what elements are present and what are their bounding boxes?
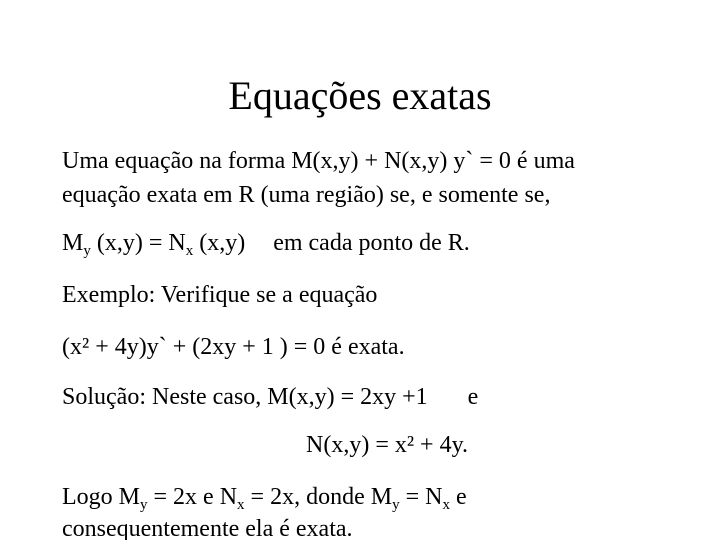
conclusion-part-5: e	[449, 484, 467, 510]
n-subscript: x	[185, 243, 194, 259]
example-heading: Exemplo: Verifique se a equação	[62, 282, 378, 308]
solution-line-2: N(x,y) = x² + 4y.	[306, 432, 469, 458]
conclusion-sub-1: y	[140, 497, 148, 513]
conclusion-part-4: = N	[399, 484, 443, 510]
conclusion-sub-2: x	[237, 497, 245, 513]
slide-title: Equações exatas	[228, 73, 492, 118]
conclusion-part-2: = 2x e N	[147, 484, 238, 510]
conclusion-part-1: Logo M	[62, 484, 140, 510]
intro-line-1: Uma equação na forma M(x,y) + N(x,y) y` = 0 é uma	[62, 148, 575, 174]
conclusion-sub-3: y	[392, 497, 400, 513]
conclusion-line-1	[62, 482, 467, 512]
condition-line	[62, 228, 470, 258]
example-equation: (x² + 4y)y` + (2xy + 1 ) = 0 é exata.	[62, 334, 405, 360]
solution-conjunction: e	[467, 384, 479, 410]
m-args: (x,y) = N	[90, 230, 186, 256]
conclusion-part-3: = 2x, donde M	[244, 484, 393, 510]
m-base: M	[62, 230, 84, 256]
solution-line-1	[62, 382, 478, 412]
condition-tail: em cada ponto de R.	[273, 230, 470, 256]
solution-text: Solução: Neste caso, M(x,y) = 2xy +1	[62, 384, 428, 410]
m-subscript: y	[83, 243, 91, 259]
conclusion-sub-4: x	[442, 497, 450, 513]
conclusion-line-2: consequentemente ela é exata.	[62, 516, 353, 540]
intro-line-2: equação exata em R (uma região) se, e somente se,	[62, 182, 551, 208]
n-args: (x,y)	[193, 230, 246, 256]
